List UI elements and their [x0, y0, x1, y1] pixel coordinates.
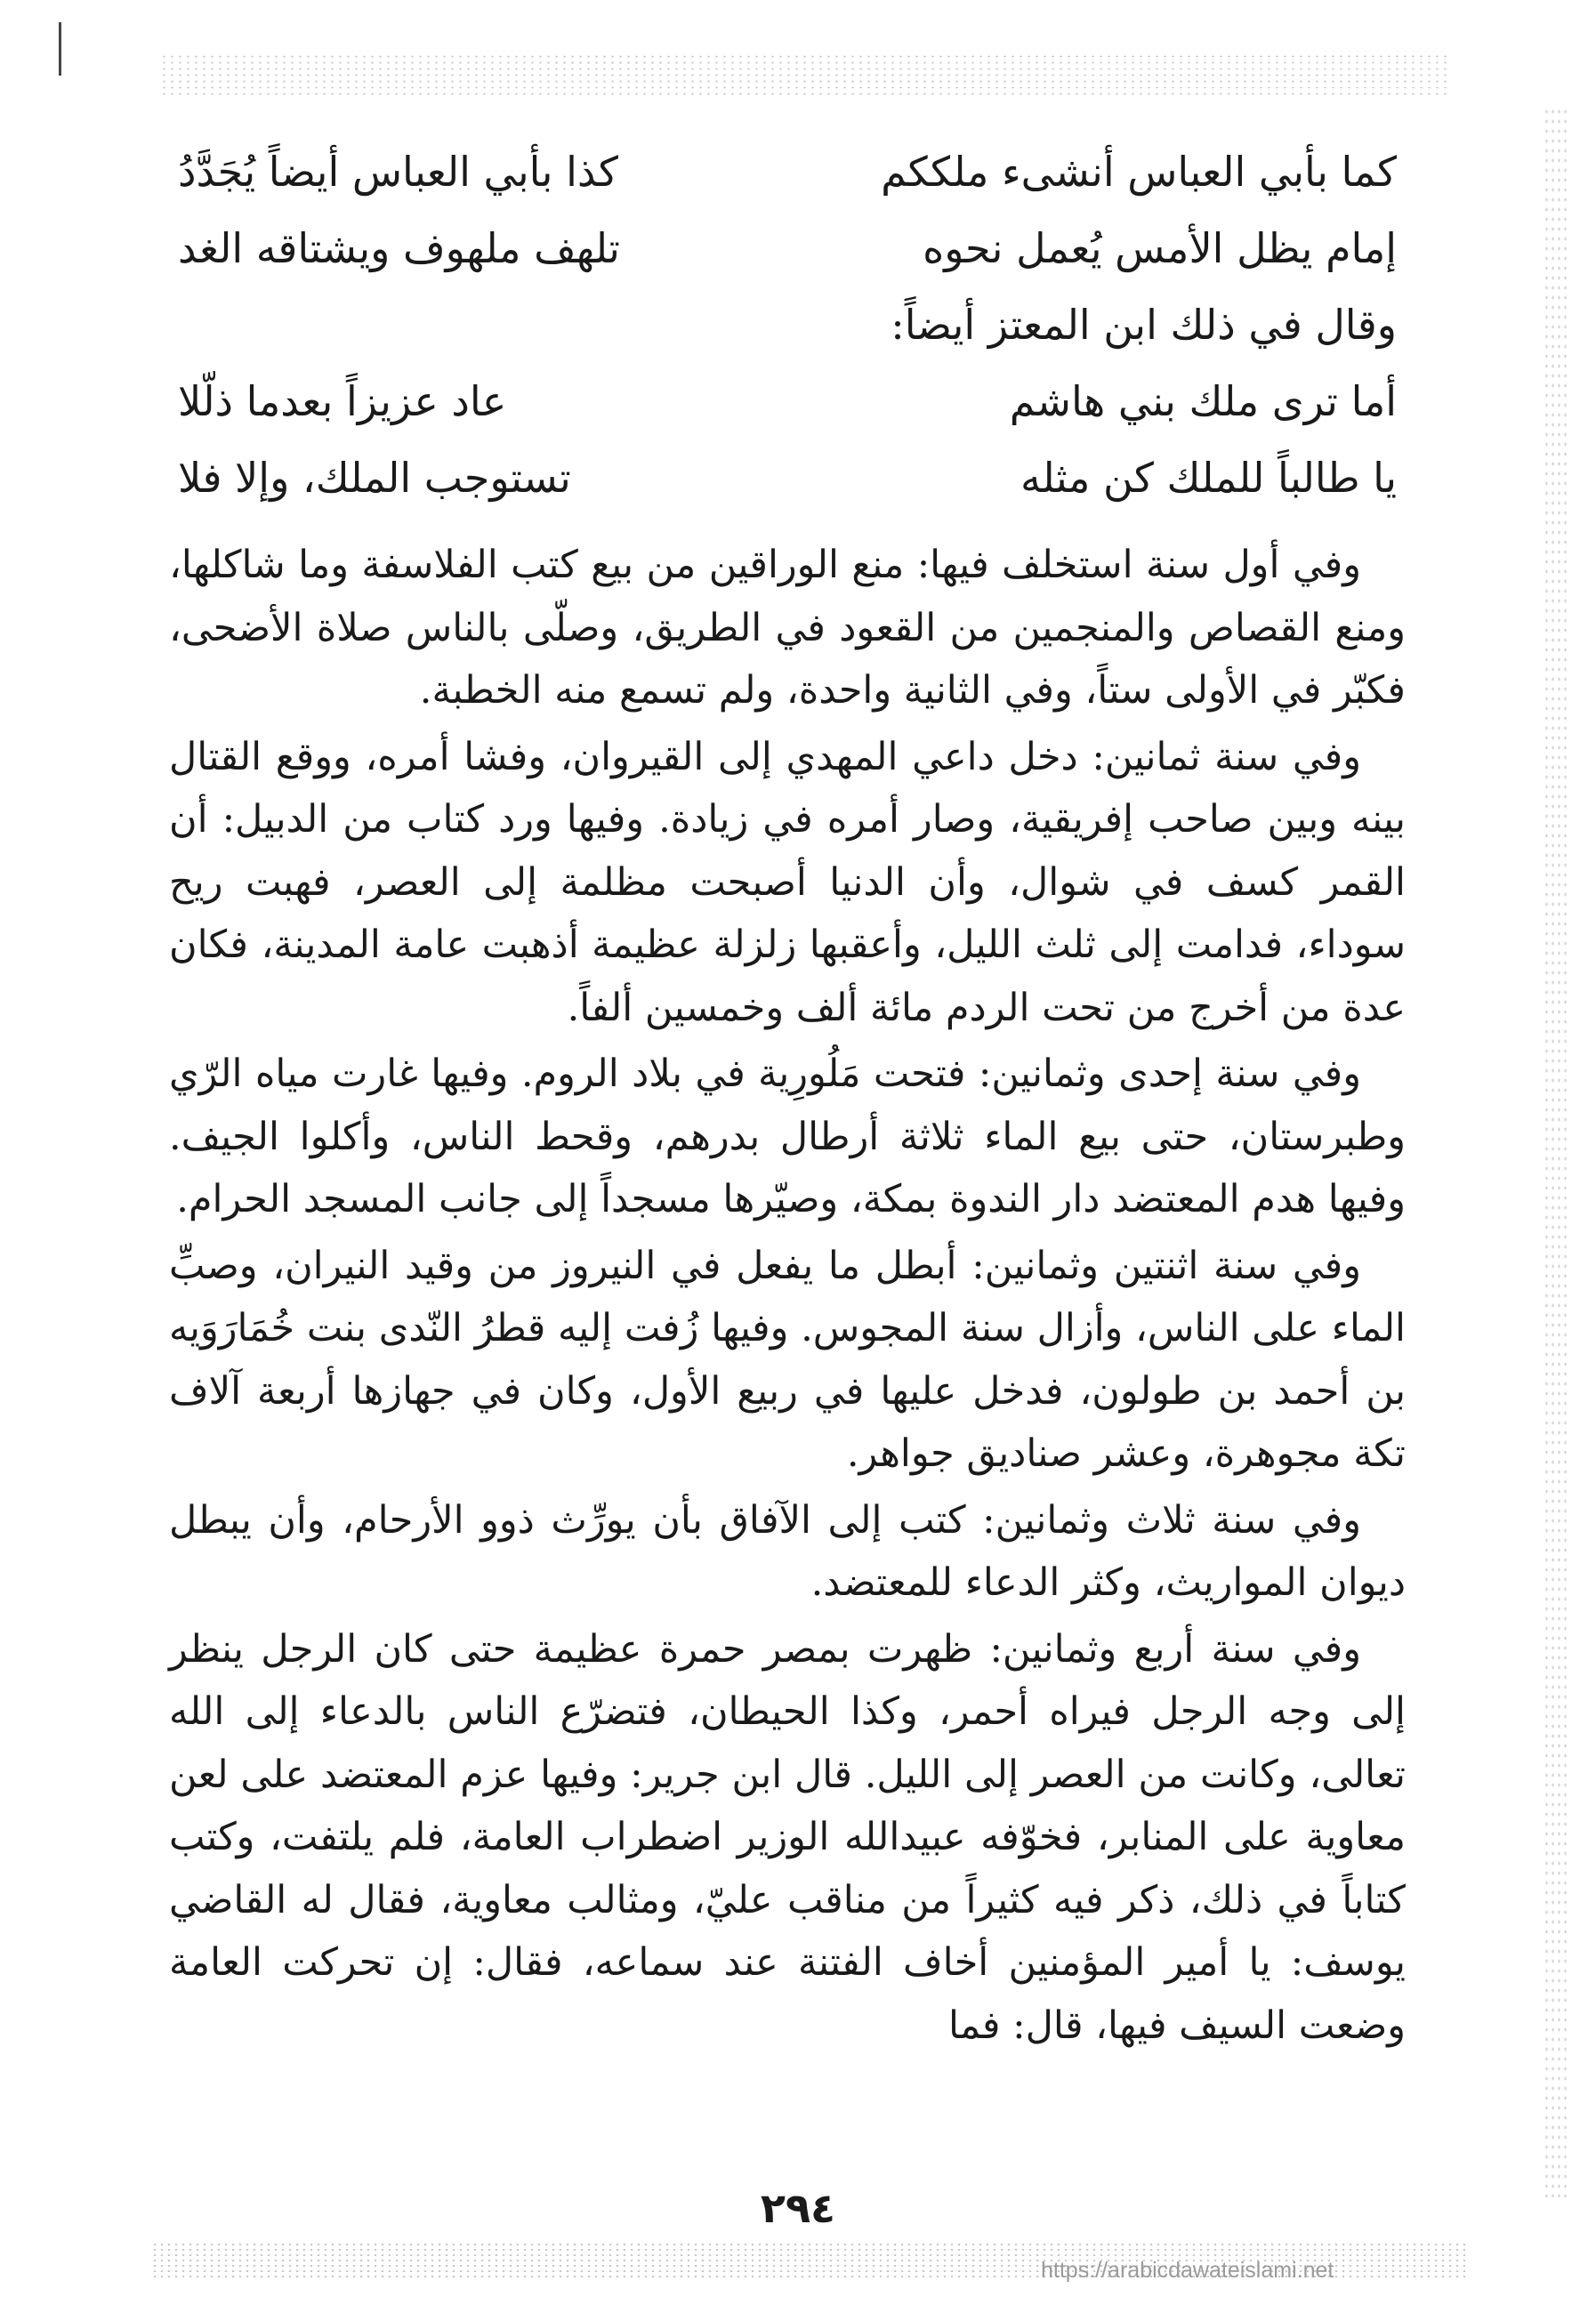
verse-first-hemistich: كما بأبي العباس أنشىء ملككم — [881, 148, 1397, 196]
scan-edge-mark — [59, 22, 61, 76]
verse-line — [169, 133, 1406, 210]
verse-line — [169, 210, 1406, 286]
verse-intro: وقال في ذلك ابن المعتز أيضاً: — [891, 301, 1397, 349]
page-content — [169, 133, 1406, 2060]
paragraph: وفي سنة ثمانين: دخل داعي المهدي إلى القيروان، وفشا أمره، ووقع القتال بينه وبين صاحب إفريقية، وصار أمره في زيادة. وفيها ورد كتاب من الدبيل: أن القمر كسف في شوال، وأن الدنيا أصبحت مظلمة إلى العصر، فهبت ريح سوداء، فدامت إلى ثلث الليل، وأعقبها زلزلة عظيمة أذهبت عامة المدينة، فكان عدة من أخرج من تحت الردم مائة ألف وخمسين ألفاً. — [169, 734, 1406, 1030]
paragraph: وفي سنة ثلاث وثمانين: كتب إلى الآفاق بأن يورِّث ذوو الأرحام، وأن يبطل ديوان المواريث، وكثر الدعاء للمعتضد. — [169, 1497, 1406, 1605]
verse-second-hemistich: تستوجب الملك، وإلا فلا — [178, 454, 571, 502]
verse-first-hemistich: أما ترى ملك بني هاشم — [1009, 377, 1397, 425]
scan-noise-top — [160, 53, 1450, 98]
verse-first-hemistich: إمام يظل الأمس يُعمل نحوه — [923, 224, 1397, 272]
verse-line — [169, 363, 1406, 439]
scan-noise-right — [1544, 107, 1570, 2197]
verse-second-hemistich: تلهف ملهوف ويشتاقه الغد — [178, 224, 620, 272]
verse-second-hemistich: كذا بأبي العباس أيضاً يُجَدَّدُ — [178, 148, 618, 196]
paragraph: وفي سنة أربع وثمانين: ظهرت بمصر حمرة عظيمة حتى كان الرجل ينظر إلى وجه الرجل فيراه أحمر، وكذا الحيطان، فتضرّع الناس بالدعاء إلى الله تعالى، وكانت من العصر إلى الليل. قال ابن جرير: وفيها عزم المعتضد على لعن معاوية على المنابر، فخوّفه عبيدالله الوزير اضطراب العامة، فلم يلتفت، وكتب كتاباً في ذلك، ذكر فيه كثيراً من مناقب عليّ، ومثالب معاوية، فقال له القاضي يوسف: يا أمير المؤمنين أخاف الفتنة عند سماعه، فقال: إن تحركت العامة وضعت السيف فيها، قال: فما — [169, 1626, 1406, 2048]
watermark-url: https://arabicdawateislami.net — [1041, 2258, 1334, 2283]
verse-first-hemistich: يا طالباً للملك كن مثله — [1020, 454, 1397, 502]
verse-second-hemistich: عاد عزيزاً بعدما ذلّلا — [178, 377, 507, 425]
verse-line — [169, 439, 1406, 516]
paragraph: وفي سنة اثنتين وثمانين: أبطل ما يفعل في النيروز من وقيد النيران، وصبِّ الماء على الناس، وأزال سنة المجوس. وفيها زُفت إليه قطرُ النّدى بنت خُمَارَوَيه بن أحمد بن طولون، فدخل عليها في ربيع الأول، وكان في جهازها أربعة آلاف تكة مجوهرة، وعشر صناديق جواهر. — [169, 1243, 1406, 1476]
paragraph: وفي أول سنة استخلف فيها: منع الوراقين من بيع كتب الفلاسفة وما شاكلها، ومنع القصاص والمنجمين من القعود في الطريق، وصلّى بالناس صلاة الأضحى، فكبّر في الأولى ستاً، وفي الثانية واحدة، ولم تسمع منه الخطبة. — [169, 543, 1406, 713]
paragraph: وفي سنة إحدى وثمانين: فتحت مَلُورِية في بلاد الروم. وفيها غارت مياه الرّي وطبرستان، حتى بيع الماء ثلاثة أرطال بدرهم، وقحط الناس، وأكلوا الجيف. وفيها هدم المعتضد دار الندوة بمكة، وصيّرها مسجداً إلى جانب المسجد الحرام. — [169, 1052, 1406, 1221]
page-number: ٢٩٤ — [760, 2184, 836, 2232]
